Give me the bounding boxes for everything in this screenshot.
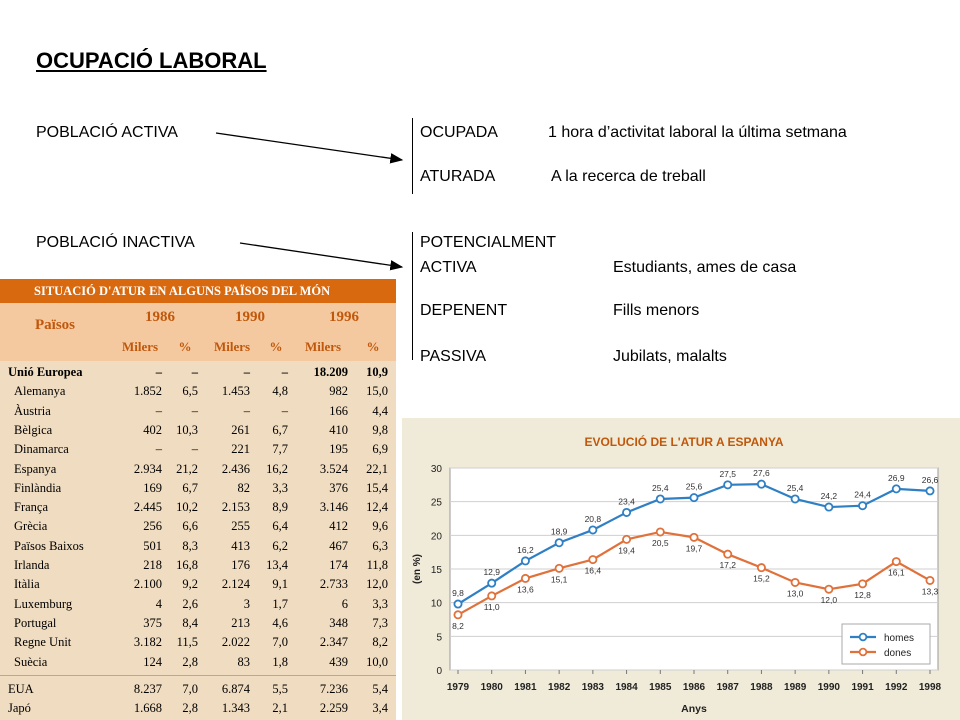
table-cell-value: 1.668 xyxy=(133,701,162,716)
table-row xyxy=(0,382,396,402)
data-point-homes xyxy=(657,495,664,502)
aturada-desc: A la recerca de treball xyxy=(551,168,706,185)
table-cell-value: 2,8 xyxy=(182,701,198,716)
data-label-homes: 25,4 xyxy=(786,482,804,493)
x-tick-label: 1998 xyxy=(918,682,942,693)
table-cell-value: 2.100 xyxy=(133,577,162,592)
data-point-homes xyxy=(926,487,933,494)
table-cell-value: 12,4 xyxy=(366,500,388,515)
table-cell-value: 6,6 xyxy=(182,519,198,534)
table-cell-value: 3.182 xyxy=(133,635,162,650)
table-row xyxy=(0,460,396,480)
table-cell-country: Regne Unit xyxy=(14,635,72,650)
table-sub-milers-1990: Milers xyxy=(213,339,251,354)
data-point-dones xyxy=(825,586,832,593)
table-cell-country: Alemanya xyxy=(14,384,66,399)
table-cell-value: 256 xyxy=(143,519,162,534)
table-cell-value: 412 xyxy=(329,519,348,534)
y-tick-label: 15 xyxy=(430,565,442,576)
data-label-dones: 8,2 xyxy=(452,620,464,631)
table-cell-value: – xyxy=(243,365,250,379)
data-point-homes xyxy=(825,503,832,510)
arrow-inactiva xyxy=(240,243,402,267)
legend-marker-dones xyxy=(860,649,867,656)
data-label-homes: 24,4 xyxy=(854,489,871,500)
data-point-dones xyxy=(792,579,799,586)
data-point-homes xyxy=(758,481,765,488)
y-tick-label: 0 xyxy=(436,666,442,677)
table-sub-milers-1986: Milers xyxy=(121,339,159,354)
data-point-homes xyxy=(859,502,866,509)
table-cell-value: 21,2 xyxy=(176,461,198,476)
table-cell-value: 83 xyxy=(237,654,250,669)
data-point-dones xyxy=(454,611,461,618)
table-cell-value: 2,6 xyxy=(182,596,198,611)
table-country-header: Països xyxy=(34,317,75,333)
data-label-dones: 19,7 xyxy=(685,543,703,554)
table-cell-country: Espanya xyxy=(14,461,57,476)
table-sub-pct-1990: % xyxy=(269,339,283,354)
data-point-homes xyxy=(488,580,495,587)
table-cell-value: 6.874 xyxy=(221,681,250,696)
table-cell-value: 213 xyxy=(231,615,250,630)
data-point-homes xyxy=(623,509,630,516)
table-cell-value: 376 xyxy=(329,480,348,495)
table-cell-value: 10,9 xyxy=(366,365,388,379)
table-row xyxy=(0,421,396,441)
data-label-dones: 17,2 xyxy=(719,560,736,571)
table-cell-value: 169 xyxy=(143,480,162,495)
data-point-dones xyxy=(556,565,563,572)
data-point-dones xyxy=(758,564,765,571)
x-tick-label: 1980 xyxy=(480,682,503,693)
data-label-homes: 26,6 xyxy=(921,474,939,485)
table-cell-value: 15,4 xyxy=(366,480,388,495)
data-label-dones: 13,3 xyxy=(921,586,939,597)
depenent-desc: Fills menors xyxy=(613,302,700,319)
data-label-homes: 18,9 xyxy=(550,526,568,537)
table-cell-value: 3,3 xyxy=(372,596,388,611)
table-cell-value: 501 xyxy=(143,538,162,553)
x-tick-label: 1983 xyxy=(581,682,604,693)
data-label-dones: 16,1 xyxy=(888,567,905,578)
x-tick-label: 1981 xyxy=(514,682,537,693)
table-cell-country: Països Baixos xyxy=(14,538,84,553)
table-cell-value: 2.347 xyxy=(319,635,348,650)
data-point-homes xyxy=(724,481,731,488)
table-cell-value: 8,3 xyxy=(182,538,198,553)
slide-title: OCUPACIÓ LABORAL xyxy=(36,48,267,73)
table-cell-value: 6,5 xyxy=(182,384,198,399)
table-cell-value: 15,0 xyxy=(366,384,388,399)
table-cell-value: 22,1 xyxy=(366,461,388,476)
table-cell-value: 124 xyxy=(143,654,162,669)
activa-label: ACTIVA xyxy=(420,259,477,276)
data-label-homes: 12,9 xyxy=(483,567,500,578)
table-row xyxy=(0,595,396,615)
table-separator xyxy=(0,675,396,676)
table-cell-country: Luxemburg xyxy=(14,596,73,611)
data-label-homes: 16,2 xyxy=(517,544,534,555)
data-label-dones: 19,4 xyxy=(618,545,635,556)
ocupada-label: OCUPADA xyxy=(420,124,498,141)
table-row xyxy=(0,479,396,499)
table-cell-country: Dinamarca xyxy=(14,442,69,457)
data-point-dones xyxy=(488,592,495,599)
legend-marker-homes xyxy=(860,634,867,641)
table-year-1986: 1986 xyxy=(145,309,175,325)
table-row xyxy=(0,402,396,422)
table-cell-country: França xyxy=(14,500,49,515)
table-cell-value: 2.259 xyxy=(319,701,348,716)
table-cell-country: Finlàndia xyxy=(14,480,62,495)
table-cell-value: 7,0 xyxy=(272,635,288,650)
table-cell-value: 4 xyxy=(155,596,162,611)
table-cell-value: 8,9 xyxy=(272,500,288,515)
aturada-label: ATURADA xyxy=(420,168,496,185)
data-point-dones xyxy=(623,536,630,543)
passiva-desc: Jubilats, malalts xyxy=(613,348,727,365)
y-axis-label: (en %) xyxy=(412,554,423,584)
table-cell-value: 2.934 xyxy=(133,461,162,476)
data-point-dones xyxy=(690,534,697,541)
x-tick-label: 1979 xyxy=(446,682,470,693)
table-cell-value: 4,8 xyxy=(272,384,288,399)
table-row xyxy=(0,363,396,383)
table-cell-value: 2.124 xyxy=(221,577,250,592)
legend-label-dones: dones xyxy=(884,648,912,659)
table-cell-value: 10,3 xyxy=(176,422,198,437)
table-cell-value: 7,7 xyxy=(272,442,288,457)
arrow-activa xyxy=(216,133,402,160)
table-row xyxy=(0,537,396,557)
data-label-homes: 27,6 xyxy=(753,468,770,479)
table-cell-value: 195 xyxy=(329,442,348,457)
table-year-1990: 1990 xyxy=(235,309,265,325)
table-cell-country: Grècia xyxy=(14,519,48,534)
table-cell-value: 6 xyxy=(341,596,348,611)
table-cell-value: 2,1 xyxy=(272,701,288,716)
table-cell-value: 9,2 xyxy=(182,577,198,592)
table-cell-value: 16,8 xyxy=(176,558,198,572)
data-label-dones: 12,8 xyxy=(854,589,871,600)
table-cell-value: 3,3 xyxy=(272,480,288,495)
x-tick-label: 1991 xyxy=(851,682,874,693)
table-sub-pct-1986: % xyxy=(178,339,192,354)
data-point-dones xyxy=(859,580,866,587)
table-cell-country: Suècia xyxy=(14,654,48,669)
data-label-dones: 16,4 xyxy=(584,565,602,576)
table-cell-value: 9,6 xyxy=(372,519,388,534)
chart-svg xyxy=(402,418,960,720)
table-cell-value: 5,4 xyxy=(372,681,388,696)
table-cell-value: 11,8 xyxy=(366,558,388,572)
table-cell-value: 10,2 xyxy=(176,500,198,515)
y-tick-label: 30 xyxy=(430,464,442,475)
table-cell-country: Itàlia xyxy=(14,577,40,592)
data-label-homes: 27,5 xyxy=(719,468,736,479)
depenent-label: DEPENENT xyxy=(420,302,508,319)
data-point-homes xyxy=(893,485,900,492)
data-label-dones: 15,1 xyxy=(550,574,568,585)
table-cell-value: 5,5 xyxy=(272,681,288,696)
passiva-label: PASSIVA xyxy=(420,348,487,365)
table-row xyxy=(0,699,396,719)
table-cell-value: – xyxy=(281,403,288,418)
data-label-homes: 26,9 xyxy=(888,472,905,483)
potencialment-label: POTENCIALMENT xyxy=(420,234,557,251)
table-cell-value: – xyxy=(191,403,198,418)
table-row xyxy=(0,517,396,537)
x-tick-label: 1982 xyxy=(548,682,571,693)
table-cell-value: 410 xyxy=(329,422,348,437)
data-label-homes: 25,6 xyxy=(685,481,703,492)
x-tick-label: 1985 xyxy=(649,682,672,693)
table-cell-value: 8,4 xyxy=(182,615,198,630)
table-cell-value: – xyxy=(191,442,198,457)
table-cell-value: 7,0 xyxy=(182,681,198,696)
table-cell-value: 2,8 xyxy=(182,654,198,669)
table-cell-value: – xyxy=(191,365,198,379)
data-label-homes: 20,8 xyxy=(584,513,602,524)
data-label-homes: 24,2 xyxy=(820,491,838,502)
table-cell-value: 1,8 xyxy=(272,654,288,669)
table-cell-value: 16,2 xyxy=(266,461,288,476)
data-point-homes xyxy=(454,600,461,607)
table-sub-milers-1996: Milers xyxy=(304,339,342,354)
x-axis-label: Anys xyxy=(681,703,707,715)
table-cell-value: 6,3 xyxy=(372,538,388,553)
table-cell-value: 218 xyxy=(143,558,162,572)
table-cell-value: 3,4 xyxy=(372,701,388,716)
table-cell-value: 1.852 xyxy=(133,384,162,399)
chart-title: EVOLUCIÓ DE L'ATUR A ESPANYA xyxy=(584,435,784,449)
table-row xyxy=(0,680,396,700)
table-cell-value: 2.436 xyxy=(221,461,250,476)
poblacio-inactiva-label: POBLACIÓ INACTIVA xyxy=(36,234,195,251)
data-point-dones xyxy=(926,577,933,584)
data-point-homes xyxy=(690,494,697,501)
data-point-dones xyxy=(589,556,596,563)
table-cell-value: 9,8 xyxy=(372,422,388,437)
table-cell-value: 11,5 xyxy=(176,635,198,650)
data-label-dones: 13,0 xyxy=(786,588,804,599)
data-point-homes xyxy=(556,539,563,546)
table-cell-value: 4,6 xyxy=(272,615,288,630)
y-tick-label: 20 xyxy=(430,531,442,543)
table-cell-country: Irlanda xyxy=(14,558,50,572)
unemployment-chart xyxy=(402,418,960,720)
table-cell-value: 7,3 xyxy=(372,615,388,630)
table-row xyxy=(0,556,396,576)
table-cell-value: 1.453 xyxy=(221,384,250,399)
data-label-homes: 9,8 xyxy=(452,588,464,599)
table-cell-value: 6,9 xyxy=(372,442,388,457)
table-cell-value: 375 xyxy=(143,615,162,630)
table-cell-country: Bèlgica xyxy=(14,422,53,437)
table-cell-value: 9,1 xyxy=(272,577,288,592)
x-tick-label: 1984 xyxy=(615,682,638,693)
table-cell-value: 221 xyxy=(231,442,250,457)
table-cell-value: 1,7 xyxy=(272,596,288,611)
table-row xyxy=(0,614,396,634)
table-year-1996: 1996 xyxy=(329,309,359,325)
ocupada-desc: 1 hora d’activitat laboral la última setmana xyxy=(548,124,847,141)
table-cell-value: 8.237 xyxy=(133,681,162,696)
data-label-dones: 15,2 xyxy=(753,573,770,584)
table-cell-value: – xyxy=(155,403,162,418)
data-point-homes xyxy=(522,557,529,564)
data-point-homes xyxy=(589,526,596,533)
x-tick-label: 1990 xyxy=(817,682,840,693)
data-point-homes xyxy=(792,495,799,502)
table-cell-value: 3.146 xyxy=(319,500,348,515)
table-cell-value: 261 xyxy=(231,422,250,437)
table-cell-value: 166 xyxy=(329,403,348,418)
table-cell-value: 6,7 xyxy=(272,422,288,437)
table-cell-value: 2.153 xyxy=(221,500,250,515)
table-row xyxy=(0,440,396,460)
table-row xyxy=(0,498,396,518)
table-cell-value: 4,4 xyxy=(372,403,388,418)
table-cell-value: 2.733 xyxy=(319,577,348,592)
table-cell-value: 174 xyxy=(329,558,348,572)
x-tick-label: 1992 xyxy=(885,682,908,693)
table-sub-pct-1996: % xyxy=(366,339,380,354)
table-cell-value: 1.343 xyxy=(221,701,250,716)
table-row xyxy=(0,633,396,653)
unemployment-table xyxy=(0,279,396,720)
table-cell-country: Japó xyxy=(8,701,31,716)
data-label-dones: 11,0 xyxy=(483,601,500,612)
table-cell-value: 255 xyxy=(231,519,250,534)
y-tick-label: 5 xyxy=(436,632,442,644)
y-tick-label: 10 xyxy=(430,598,442,610)
table-cell-value: 439 xyxy=(329,654,348,669)
y-tick-label: 25 xyxy=(430,497,442,509)
table-cell-value: 18.209 xyxy=(313,365,348,379)
table-cell-country: Àustria xyxy=(14,403,51,418)
x-tick-label: 1988 xyxy=(750,682,773,693)
table-cell-value: 10,0 xyxy=(366,654,388,669)
data-label-dones: 13,6 xyxy=(517,584,534,595)
table-cell-value: 2.445 xyxy=(133,500,162,515)
table-cell-value: 8,2 xyxy=(372,635,388,650)
data-label-homes: 25,4 xyxy=(652,482,669,493)
data-label-dones: 12,0 xyxy=(820,595,838,606)
table-cell-value: 2.022 xyxy=(221,635,250,650)
x-tick-label: 1989 xyxy=(784,682,807,693)
table-cell-value: 402 xyxy=(143,422,162,437)
x-tick-label: 1987 xyxy=(716,682,739,693)
table-cell-value: 982 xyxy=(329,384,348,399)
table-title: SITUACIÓ D'ATUR EN ALGUNS PAÏSOS DEL MÓN xyxy=(0,279,396,303)
table-cell-value: 413 xyxy=(231,538,250,553)
x-tick-label: 1986 xyxy=(682,682,706,693)
data-label-dones: 20,5 xyxy=(652,537,669,548)
table-cell-country: Unió Europea xyxy=(8,365,83,379)
data-point-dones xyxy=(724,551,731,558)
table-cell-value: 82 xyxy=(237,480,250,495)
table-cell-country: Portugal xyxy=(14,615,57,630)
table-cell-value: 3.524 xyxy=(319,461,348,476)
data-label-homes: 23,4 xyxy=(618,496,635,507)
table-row xyxy=(0,575,396,595)
table-cell-value: 3 xyxy=(243,596,250,611)
table-cell-value: – xyxy=(155,442,162,457)
table-cell-country: EUA xyxy=(8,681,34,696)
table-cell-value: 13,4 xyxy=(266,558,288,572)
table-cell-value: 6,2 xyxy=(272,538,288,553)
table-cell-value: 467 xyxy=(329,538,348,553)
table-cell-value: – xyxy=(281,365,288,379)
table-row xyxy=(0,653,396,673)
poblacio-activa-label: POBLACIÓ ACTIVA xyxy=(36,124,178,141)
potencialment-desc: Estudiants, ames de casa xyxy=(613,259,797,276)
table-cell-value: 12,0 xyxy=(366,577,388,592)
table-cell-value: 176 xyxy=(231,558,250,572)
legend-label-homes: homes xyxy=(884,633,915,644)
table-cell-value: 7.236 xyxy=(319,681,348,696)
table-cell-value: – xyxy=(243,403,250,418)
table-cell-value: 348 xyxy=(329,615,348,630)
data-point-dones xyxy=(657,528,664,535)
data-point-dones xyxy=(893,558,900,565)
table-cell-value: 6,7 xyxy=(182,480,198,495)
table-cell-value: – xyxy=(155,365,162,379)
table-cell-value: 6,4 xyxy=(272,519,288,534)
data-point-dones xyxy=(522,575,529,582)
